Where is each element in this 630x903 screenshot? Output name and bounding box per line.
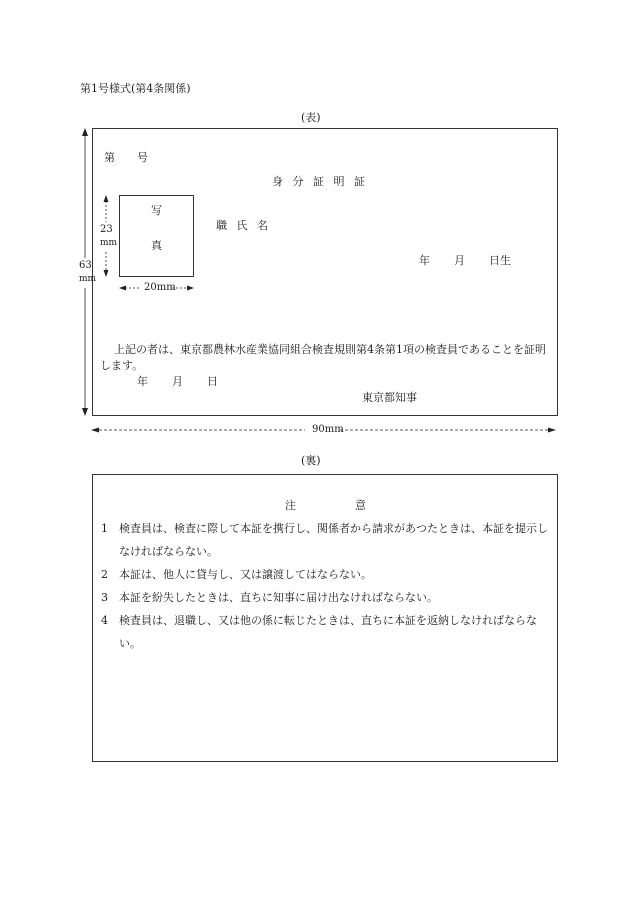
- back-label: (裏): [301, 454, 321, 467]
- photo-height-arrow: [104, 195, 109, 277]
- number-suffix: 号: [137, 151, 148, 164]
- notes-heading-right: 意: [355, 499, 366, 512]
- issuer: 東京都知事: [362, 391, 417, 404]
- photo-width-label: 20mm: [144, 282, 176, 293]
- issue-month: 月: [172, 375, 183, 388]
- position-name-label: 職 氏 名: [216, 219, 271, 232]
- front-label: (表): [301, 111, 321, 124]
- card-height-value: 63: [79, 260, 92, 271]
- card-width-label: 90mm: [312, 424, 344, 435]
- form-title: 第1号様式(第4条関係): [80, 82, 191, 95]
- card-height-unit: mm: [79, 274, 97, 284]
- notes-heading-left: 注: [285, 499, 296, 512]
- card-heading: 身 分 証 明 証: [272, 175, 368, 188]
- photo-char-1: 写: [151, 204, 162, 217]
- certification-text: 上記の者は、東京都農林水産業協同組合検査規則第4条第1項の検査員であることを証明します。: [100, 343, 546, 372]
- note-text: 検査員は、検査に際して本証を携行し、関係者から請求があつたときは、本証を提示しなければならない。: [119, 522, 548, 558]
- birth-month: 月: [454, 254, 465, 267]
- birth-year: 年: [419, 254, 430, 267]
- number-label: 第: [104, 151, 115, 164]
- note-number: 1: [101, 522, 108, 535]
- note-number: 3: [101, 591, 108, 604]
- issue-year: 年: [137, 375, 148, 388]
- note-text: 本証を紛失したときは、直ちに知事に届け出なければならない。: [119, 591, 438, 604]
- photo-height-value: 23: [100, 224, 113, 235]
- note-number: 4: [101, 614, 108, 627]
- card-height-arrow: [82, 128, 88, 416]
- note-text: 検査員は、退職し、又は他の係に転じたときは、直ちに本証を返納しなければならない。: [119, 614, 537, 650]
- photo-char-2: 真: [151, 239, 162, 252]
- note-text: 本証は、他人に貸与し、又は譲渡してはならない。: [119, 568, 372, 581]
- issue-day: 日: [207, 375, 218, 388]
- photo-height-unit: mm: [100, 238, 118, 248]
- note-number: 2: [101, 568, 108, 581]
- birth-day: 日生: [489, 254, 511, 267]
